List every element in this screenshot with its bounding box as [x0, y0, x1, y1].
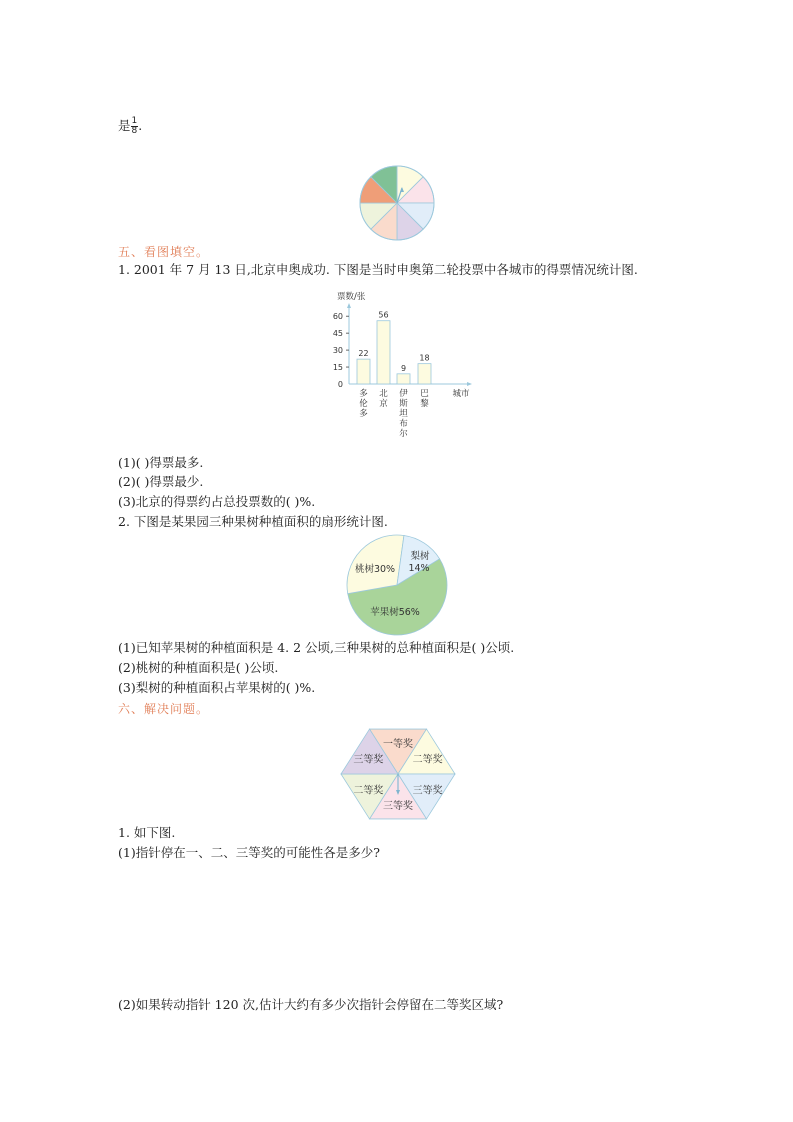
- y-tick-label: 15: [332, 363, 343, 373]
- orchard-pie-chart: [345, 533, 449, 637]
- fraction-numerator: 1: [131, 116, 138, 126]
- x-axis-arrow-icon: [467, 382, 472, 386]
- y-tick-label: 60: [332, 312, 343, 322]
- intro-suffix: .: [138, 118, 143, 133]
- vote-bar-chart: [325, 285, 485, 445]
- x-category-label: 斯: [399, 399, 408, 409]
- question-5-2-sub-3: (3)梨树的种植面积占苹果树的( )%.: [118, 680, 316, 695]
- question-5-1: 1. 2001 年 7 月 13 日,北京申奥成功. 下图是当时申奥第二轮投票中各城市的得票情况统计图.: [118, 262, 638, 277]
- x-category-label: 多: [359, 409, 368, 419]
- question-5-2: 2. 下图是某果园三种果树种植面积的扇形统计图.: [118, 514, 388, 529]
- bar-value-label: 22: [358, 349, 369, 359]
- x-category-label: 尔: [399, 429, 408, 439]
- y-tick-label: 30: [332, 346, 343, 356]
- y-axis-arrow-icon: [347, 303, 351, 308]
- fraction-denominator: 8: [131, 126, 138, 136]
- hex-sector-label: 一等奖: [383, 738, 413, 750]
- bar-value-label: 9: [400, 363, 407, 373]
- y-axis-label: 票数/张: [337, 292, 366, 302]
- eight-sector-spinner: [357, 163, 437, 243]
- question-5-2-sub-2: (2)桃树的种植面积是( )公顷.: [118, 660, 279, 675]
- intro-prefix: 是: [118, 118, 131, 133]
- y-tick-label: 45: [332, 329, 343, 339]
- hexagon-prize-spinner: [340, 722, 456, 826]
- x-category-label: 巴: [420, 389, 429, 399]
- x-category-label: 北: [379, 389, 388, 399]
- bar-value-label: 18: [419, 353, 430, 363]
- x-axis-label: 城市: [452, 389, 470, 399]
- pie-label-apple: 苹果树56%: [370, 607, 420, 618]
- bar: [397, 374, 410, 384]
- bar-value-label: 56: [378, 310, 389, 320]
- hex-sector-label: 三等奖: [412, 785, 443, 797]
- hex-sector-label: 三等奖: [353, 754, 384, 766]
- question-5-1-sub-3: (3)北京的得票约占总投票数的( )%.: [118, 494, 316, 509]
- question-5-1-sub-2: (2)( )得票最少.: [118, 474, 204, 489]
- section-five-title: 五、看图填空。: [118, 245, 210, 259]
- question-6-1-sub-1: (1)指针停在一、二、三等奖的可能性各是多少?: [118, 845, 380, 860]
- pie-label-pear-value: 14%: [408, 563, 430, 574]
- hex-sector-label: 二等奖: [353, 785, 384, 797]
- x-category-label: 伊: [399, 389, 408, 399]
- bar: [418, 364, 431, 384]
- question-6-1: 1. 如下图.: [118, 825, 176, 840]
- bar: [357, 359, 370, 384]
- bar: [377, 321, 390, 384]
- x-category-label: 多: [359, 389, 368, 399]
- question-6-1-sub-2: (2)如果转动指针 120 次,估计大约有多少次指针会停留在二等奖区域?: [118, 997, 504, 1012]
- hex-sector-label: 三等奖: [383, 801, 413, 813]
- pie-label-pear-name: 梨树: [410, 551, 430, 562]
- x-category-label: 布: [399, 419, 408, 429]
- y-tick-label: 0: [337, 380, 343, 389]
- x-category-label: 坦: [399, 409, 408, 419]
- question-5-2-sub-1: (1)已知苹果树的种植面积是 4. 2 公顷,三种果树的总种植面积是( )公顷.: [118, 640, 515, 655]
- question-5-1-sub-1: (1)( )得票最多.: [118, 455, 204, 470]
- hex-sector-label: 二等奖: [412, 754, 443, 766]
- x-category-label: 伦: [359, 399, 368, 409]
- x-category-label: 黎: [420, 399, 429, 409]
- intro-line: [118, 117, 142, 136]
- section-six-title: 六、解决问题。: [118, 702, 210, 716]
- pie-label-peach: 桃树30%: [354, 564, 396, 575]
- x-category-label: 京: [379, 399, 388, 409]
